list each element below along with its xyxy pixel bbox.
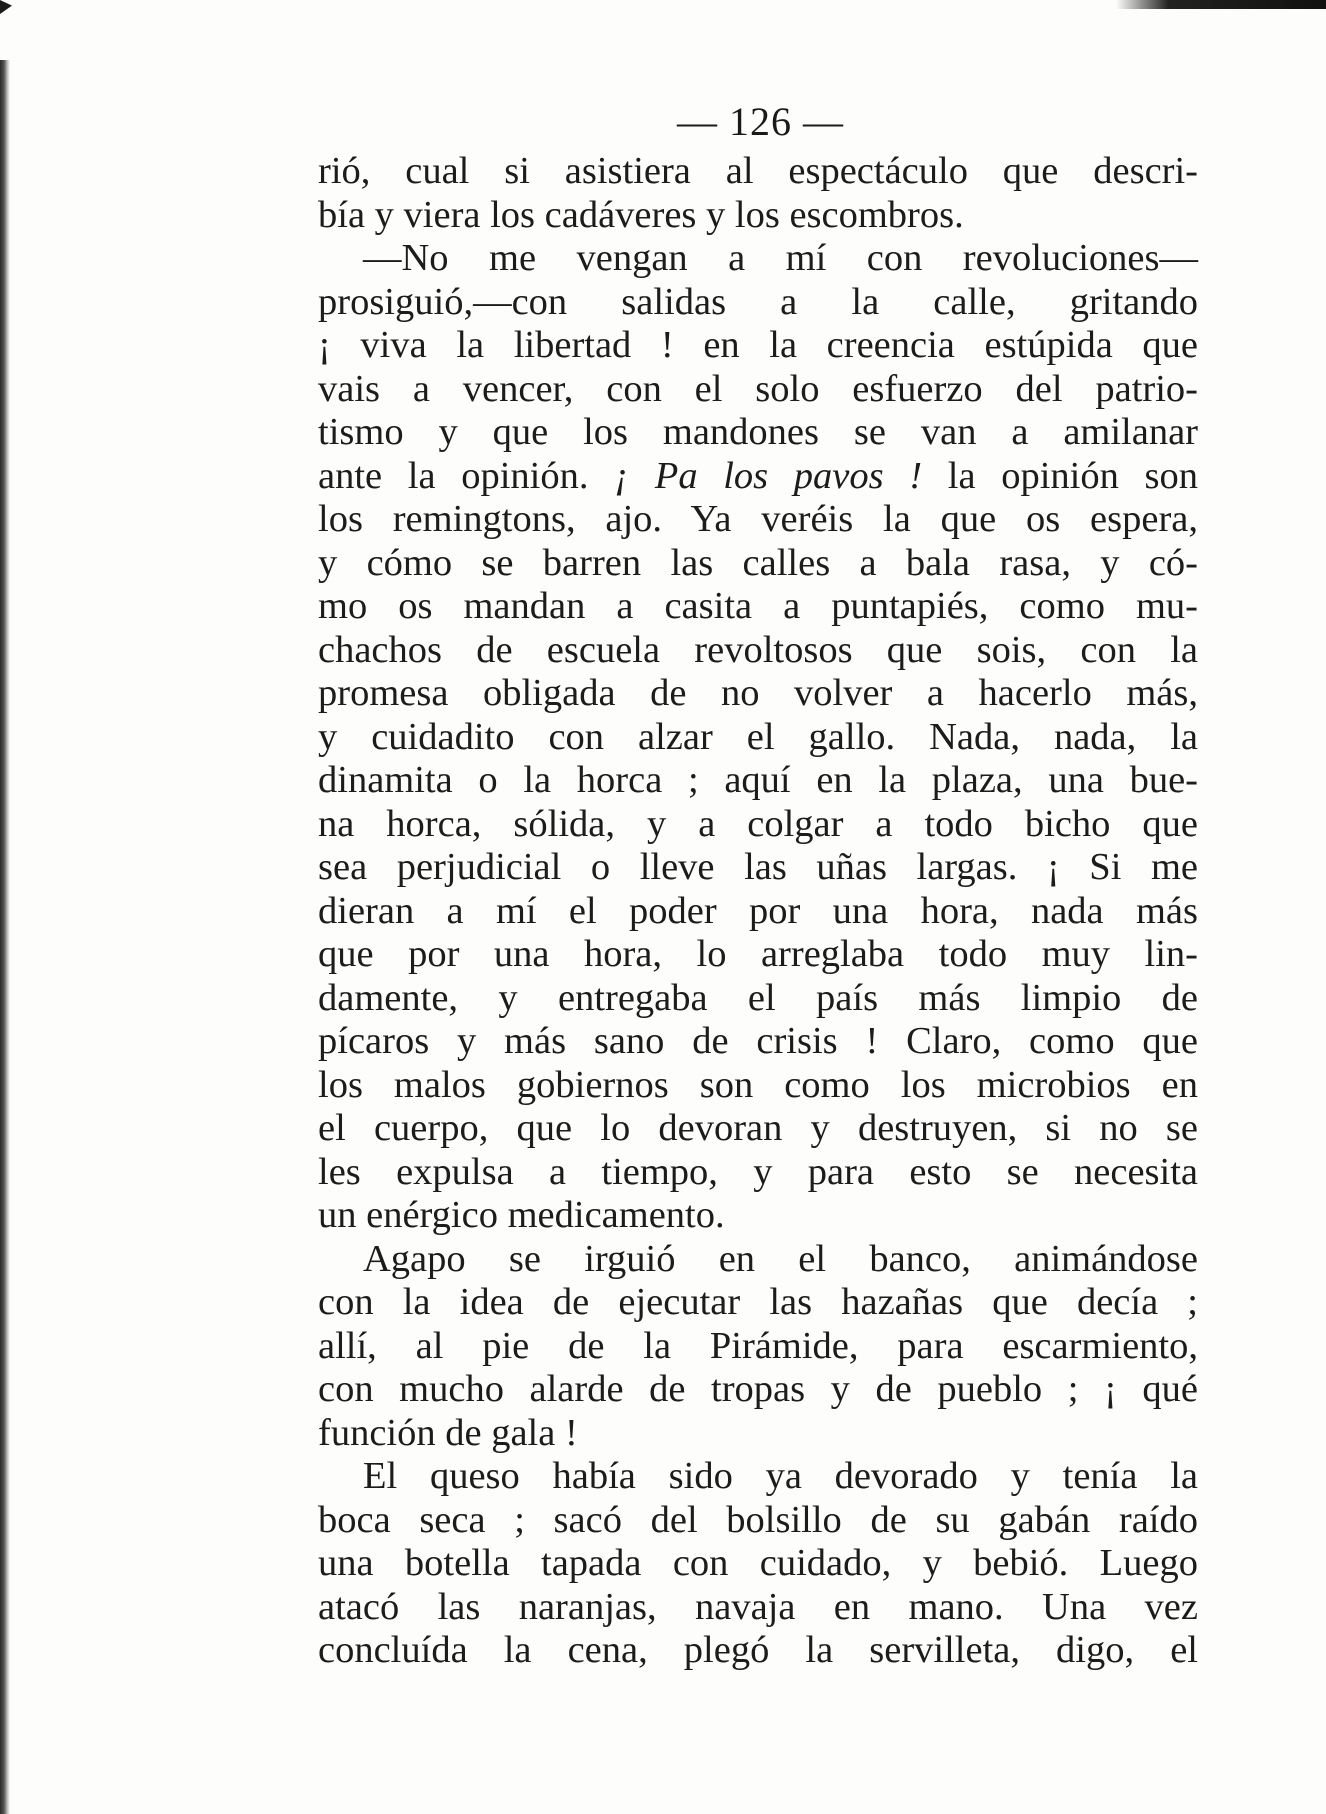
text-line: bía y viera los cadáveres y los escombros. — [318, 193, 964, 236]
text-line: —No me vengan a mí con revoluciones— — [363, 237, 1198, 279]
text-line: y cómo se barren las calles a bala rasa, y có- — [318, 541, 1198, 584]
scan-corner-mark — [0, 0, 12, 14]
page-number: — 126 — — [677, 99, 844, 144]
text-line: con mucho alarde de tropas y de pueblo ; ¡ qué — [318, 1368, 1198, 1410]
text-line: tismo y que los mandones se van a amilanar — [318, 411, 1198, 453]
text-line: dieran a mí el poder por una hora, nada más — [318, 889, 1198, 932]
text-line: chachos de escuela revoltosos que sois, con la — [318, 628, 1198, 671]
text-line: mo os mandan a casita a puntapiés, como mu- — [318, 585, 1198, 627]
text-line-mixed — [318, 455, 1198, 499]
text-line: rió, cual si asistiera al espectáculo que descri- — [318, 150, 1198, 192]
text-line: ¡ viva la libertad ! en la creencia estúpida que — [318, 324, 1198, 366]
text-line: y cuidadito con alzar el gallo. Nada, nada, la — [318, 715, 1198, 758]
text-line: vais a vencer, con el solo esfuerzo del patrio- — [318, 367, 1198, 410]
page-binding-edge — [0, 60, 10, 1814]
italic-phrase: ¡ Pa los pavos ! — [614, 454, 923, 497]
text-line: los remingtons, ajo. Ya veréis la que os espera, — [318, 498, 1198, 540]
text-line: Agapo se irguió en el banco, animándose — [363, 1237, 1198, 1280]
text-line: concluída la cena, plegó la servilleta, digo, el — [318, 1629, 1198, 1671]
text-line: damente, y entregaba el país más limpio de — [318, 976, 1198, 1019]
text-line: con la idea de ejecutar las hazañas que decía ; — [318, 1281, 1198, 1323]
body-text — [318, 150, 1198, 1673]
text-line: una botella tapada con cuidado, y bebió. Luego — [318, 1542, 1198, 1584]
scan-top-edge — [1116, 0, 1326, 9]
text-line: sea perjudicial o lleve las uñas largas. ¡ Si me — [318, 846, 1198, 888]
text-line: el cuerpo, que lo devoran y destruyen, si no se — [318, 1107, 1198, 1149]
text-segment: la opinión son — [947, 454, 1198, 497]
text-line: na horca, sólida, y a colgar a todo bicho que — [318, 802, 1198, 845]
text-segment: ante la opinión. — [318, 454, 589, 497]
text-line: El queso había sido ya devorado y tenía la — [363, 1455, 1198, 1497]
text-line: prosiguió,—con salidas a la calle, gritando — [318, 280, 1198, 323]
text-line: pícaros y más sano de crisis ! Claro, como que — [318, 1020, 1198, 1062]
text-line: un enérgico medicamento. — [318, 1194, 725, 1236]
text-line: allí, al pie de la Pirámide, para escarmiento, — [318, 1324, 1198, 1367]
text-line: que por una hora, lo arreglaba todo muy lin- — [318, 933, 1198, 975]
text-line: promesa obligada de no volver a hacerlo más, — [318, 672, 1198, 714]
text-line: dinamita o la horca ; aquí en la plaza, una bue- — [318, 759, 1198, 801]
text-line: los malos gobiernos son como los microbios en — [318, 1063, 1198, 1106]
text-line: les expulsa a tiempo, y para esto se necesita — [318, 1150, 1198, 1193]
text-line: atacó las naranjas, navaja en mano. Una vez — [318, 1585, 1198, 1628]
text-line: función de gala ! — [318, 1411, 578, 1454]
text-line: boca seca ; sacó del bolsillo de su gabán raído — [318, 1498, 1198, 1541]
